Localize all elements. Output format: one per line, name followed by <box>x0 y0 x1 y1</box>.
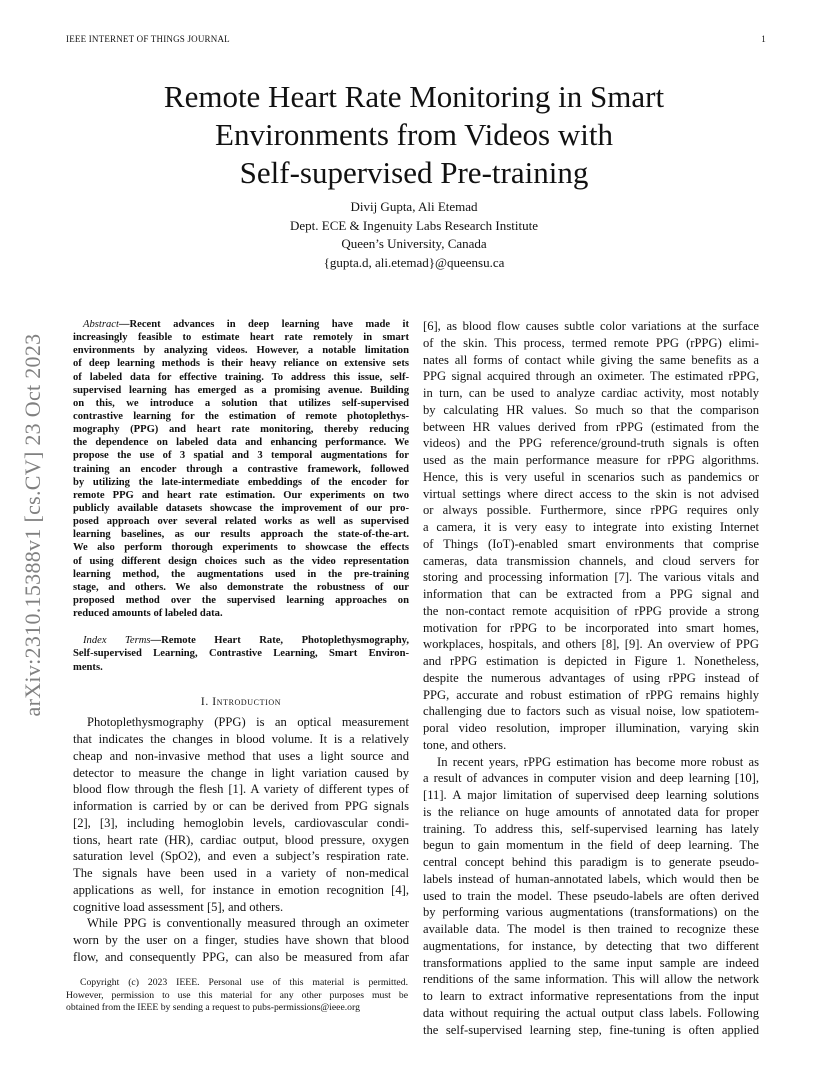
text-line: challenging due to factors such as visual noise, low spatiotem- <box>423 704 759 719</box>
text-line: of Things (IoT)-enabled smart environments that comprise <box>423 536 759 551</box>
text-line: by calculating HR values. So much so that the comparison <box>423 402 759 417</box>
paper-title <box>80 78 748 192</box>
author-block <box>80 198 748 272</box>
text-line: information is carried by or can be derived from PPG signals <box>73 799 409 814</box>
abstract-line: increasingly feasible to estimate heart rate remotely in smart <box>73 332 409 344</box>
abstract-line: on this, we introduce a solution that utilizes self-supervised <box>73 397 409 409</box>
left-column <box>73 318 409 966</box>
text-line: in turn, can be used to analyze cardiac activity, most notably <box>423 386 759 400</box>
index-terms-line: Index Terms—Remote Heart Rate, Photoplethysmography, <box>83 635 409 647</box>
text-line: information that can be extracted from a PPG signal and <box>423 587 759 601</box>
text-line: storing and processing information [7]. The various vitals and <box>423 570 759 585</box>
abstract <box>73 318 409 674</box>
running-head <box>66 34 766 46</box>
text-line: PPG signal acquired through an oximeter. The estimated rPPG, <box>423 369 759 384</box>
text-line: While PPG is conventionally measured through an oximeter <box>87 916 409 931</box>
abstract-line: learning method, the augmentations used in the pre-training <box>73 568 409 580</box>
abstract-line: supervised learning has emerged as a promising avenue. Building <box>73 384 409 396</box>
text-line: poral video resolution, improper illumination, varying skin <box>423 721 759 735</box>
text-line: PPG, accurate and robust estimation of rPPG remains highly <box>423 687 759 702</box>
section-heading <box>73 694 409 711</box>
title-line: Environments from Videos with <box>215 117 613 152</box>
text-line: begun to gain momentum in the field of deep learning. The <box>423 838 759 853</box>
index-terms-line: Self-supervised Learning, Contrastive Learning, Smart Environ- <box>73 648 409 660</box>
intro-paragraph-1 <box>73 714 409 915</box>
abstract-line: publicly available datasets showcase the improvement of our pro- <box>73 502 409 514</box>
text-line: worn by the user on a finger, studies have shown that blood <box>73 933 409 948</box>
text-line: virtual settings where direct access to the skin is not advised <box>423 486 759 501</box>
text-line: augmentations, for instance, by detecting that two different <box>423 938 759 953</box>
text-line: [6], as blood flow causes subtle color variations at the surface <box>423 319 759 333</box>
text-line: data without requiring the actual output class labels. Following <box>423 1005 759 1020</box>
text-line: Photoplethysmography (PPG) is an optical measurement <box>87 715 409 730</box>
right-paragraph-2 <box>423 754 759 1039</box>
text-line: central concept behind this paradigm is to generate pseudo- <box>423 855 759 869</box>
text-line: Hence, this is very useful in scenarios such as pandemics or <box>423 469 759 484</box>
abstract-label: Abstract <box>83 319 119 330</box>
text-line: nates all forms of contact while giving the same benefits as a <box>423 352 759 367</box>
abstract-line: training an encoder through a contrastive framework, followed <box>73 463 409 475</box>
copyright-notice <box>66 977 408 1015</box>
journal-name: IEEE INTERNET OF THINGS JOURNAL <box>66 34 230 44</box>
text-line: despite the numerous advantages of using rPPG instead of <box>423 670 759 685</box>
text-line: available data. The model is then trained to recognize these <box>423 922 759 936</box>
abstract-line: of labeled data for effective training. To address this issue, self- <box>73 371 409 383</box>
text-line: to learn to extract informative representations from the input <box>423 989 759 1003</box>
affiliation: Queen’s University, Canada <box>341 236 487 251</box>
affiliation: Dept. ECE & Ingenuity Labs Research Institute <box>289 217 539 233</box>
abstract-line: posed approach over several related works as well as supervised <box>73 516 409 528</box>
text-line: by performing various augmentations (transformations) on the <box>423 905 759 920</box>
abstract-line: by utilizing the late-intermediate embeddings of the encoder for <box>73 476 409 488</box>
arxiv-stamp <box>22 290 44 760</box>
abstract-line: environments by analyzing videos. However, a notable limitation <box>73 345 409 357</box>
title-line: Self-supervised Pre-training <box>239 155 589 190</box>
text-line: cognitive load assessment [5], and others. <box>73 899 284 914</box>
arxiv-stamp-text: arXiv:2310.15388v1 [cs.CV] 23 Oct 2023 <box>20 333 45 717</box>
text-line: the non-contact remote acquisition of rPPG provide a strong <box>423 603 759 618</box>
text-line: applications as well, for instance in emotion recognition [4], <box>73 882 409 897</box>
copyright-line: Copyright (c) 2023 IEEE. Personal use of this material is permitted. <box>80 977 408 988</box>
abstract-line: of deep learning methods is their heavy reliance on extensive sets <box>73 358 409 370</box>
text-line: cheap and non-invasive method that uses a light source and <box>73 748 409 763</box>
text-line: is the reliance on huge amounts of annotated data for proper <box>423 804 759 819</box>
right-column <box>423 318 759 1038</box>
author-email: {gupta.d, ali.etemad}@queensu.ca <box>323 254 505 270</box>
text-line: In recent years, rPPG estimation has become more robust as <box>437 754 759 769</box>
text-line: a camera, it is very easy to integrate into existing Internet <box>423 520 759 534</box>
abstract-line: propose the use of 3 spatial and 3 temporal augmentations for <box>73 450 409 462</box>
title-line: Remote Heart Rate Monitoring in Smart <box>163 79 665 114</box>
abstract-line: the dependence on labeled data and enhancing performance. We <box>73 437 409 449</box>
abstract-line: stage, and others. We also demonstrate the robustness of our <box>73 581 409 593</box>
abstract-line: of using different design choices such as the video representation <box>73 555 409 567</box>
copyright-line: obtained from the IEEE by sending a request to pubs-permissions@ieee.org <box>66 1002 360 1013</box>
abstract-line: Abstract—Recent advances in deep learning have made it <box>83 319 409 330</box>
text-line: tone, and others. <box>423 737 507 752</box>
abstract-line: reduced amounts of labeled data. <box>73 608 223 620</box>
text-line: tions, heart rate (HR), cardiac output, blood pressure, oxygen <box>73 832 409 847</box>
text-line: renditions of the same information. This will allow the network <box>423 972 759 987</box>
text-line: the self-supervised learning step, fine-tuning is often applied <box>423 1022 759 1037</box>
text-line: blood flow through the flesh [1]. A variety of different types of <box>73 782 409 797</box>
text-line: [2], [3], including hemoglobin levels, cardiovascular condi- <box>73 815 409 830</box>
text-line: videos) and the PPG reference/ground-truth signals is often <box>423 436 759 451</box>
index-terms-label: Index Terms <box>83 635 151 647</box>
text-line: workplaces, hospitals, and others [8], [9]. An overview of PPG <box>423 637 759 652</box>
text-line: between HR values derived from rPPG (estimated from the <box>423 419 759 434</box>
copyright-line: However, permission to use this material for any other purposes must be <box>66 989 408 1001</box>
text-line: cameras, data transmission channels, and cloud servers for <box>423 553 759 568</box>
text-line: detector to measure the change in light variation caused by <box>73 765 409 780</box>
text-line: saturation level (SpO2), and even a subject’s respiration rate. <box>73 849 409 864</box>
section-title: Introduction <box>212 695 282 708</box>
text-line: training. To address this, self-supervised learning has lately <box>423 821 759 836</box>
text-line: The signals have been used in a variety of non-medical <box>73 866 409 881</box>
text-line: or always possible. Furthermore, since rPPG requires only <box>423 503 759 518</box>
text-line: transformations applied to the same input sample are indeed <box>423 955 759 970</box>
text-line: and rPPG estimation is depicted in Figure 1. Nonetheless, <box>423 654 759 668</box>
abstract-line: contrastive learning for the estimation of remote photoplethys- <box>73 410 409 422</box>
text-line: a result of advances in computer vision and deep learning [10], <box>423 771 759 786</box>
author-names: Divij Gupta, Ali Etemad <box>350 199 478 214</box>
text-line: used to train the model. These pseudo-labels are often derived <box>423 888 759 903</box>
text-line: labels instead of human-annotated labels, which would then be <box>423 871 759 886</box>
right-paragraph-1 <box>423 318 759 754</box>
intro-paragraph-2 <box>73 915 409 965</box>
index-terms-line: ments. <box>73 661 103 673</box>
text-line: of the skin. This process, termed remote PPG (rPPG) elimi- <box>423 335 759 350</box>
abstract-line: proposed method over the supervised learning approaches on <box>73 594 409 606</box>
abstract-line: remote PPG and heart rate estimation. Our experiments on two <box>73 489 409 501</box>
text-line: used as the main performance measure for rPPG algorithms. <box>423 453 759 467</box>
page-number: 1 <box>761 34 766 44</box>
abstract-line: mography (PPG) and heart rate monitoring, thereby reducing <box>73 424 409 436</box>
text-line: that indicates the changes in blood volume. It is a relatively <box>73 732 409 747</box>
text-line: [11]. A major limitation of supervised deep learning solutions <box>423 788 759 802</box>
text-line: flow, and consequently PPG, can also be measured from afar <box>73 949 409 964</box>
abstract-line: We also perform thorough experiments to showcase the effects <box>73 542 409 554</box>
section-number: I. <box>200 695 209 708</box>
text-line: motivation for rPPG to be incorporated into smart homes, <box>423 620 759 635</box>
abstract-line: learning baselines, as our results approach the state-of-the-art. <box>73 529 409 541</box>
